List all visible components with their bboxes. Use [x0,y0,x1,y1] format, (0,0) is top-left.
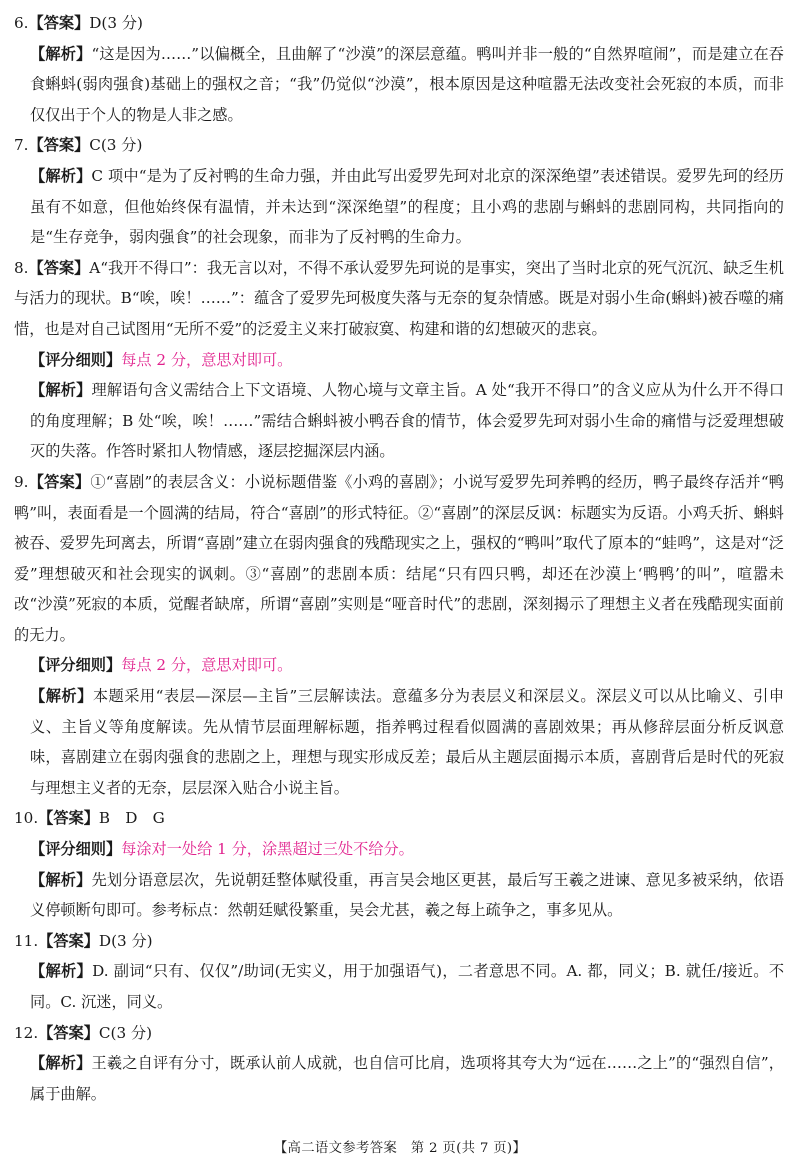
scoring-label: 【评分细则】 [30,656,122,675]
question-10 [14,803,784,925]
question-9 [14,467,784,804]
scoring-label: 【评分细则】 [30,840,122,859]
answer-label: 【答案】 [38,1023,99,1042]
page-footer: 【高二语文参考答案 第 2 页(共 7 页)】 [273,1141,527,1156]
scoring-text: 每涂对一处给 1 分，涂黑超过三处不给分。 [121,840,414,859]
answer-label: 【答案】 [28,258,90,277]
analysis-label: 【解析】 [30,166,92,185]
answer-text: ①“喜剧”的表层含义：小说标题借鉴《小鸡的喜剧》；小说写爱罗先珂养鸭的经历，鸭子最终存活并“鸭鸭”叫，表面看是一个圆满的结局，符合“喜剧”的形式特征。②“喜剧”的深层反讽：标题实为反语。小鸡夭折、蝌蚪被吞、爱罗先珂离去，所谓“喜剧”建立在弱肉强食的残酷现实之上，强权的“鸭叫”取代了原本的“蛙鸣”，这是对“泛爱”理想破灭和社会现实的讽刺。③“喜剧”的悲剧本质：结尾“只有四只鸭，却还在沙漠上‘鸭鸭’的叫”，喧嚣未改“沙漠”死寂的本质，觉醒者缺席，所谓“喜剧”实则是“哑音时代”的悲剧，深刻揭示了理想主义者在残酷现实面前的无力。 [14,472,784,644]
analysis-label: 【解析】 [30,381,92,400]
analysis-text: 理解语句含义需结合上下文语境、人物心境与文章主旨。A 处“我开不得口”的含义应从为什么开不得口的角度理解；B 处“唉，唉！……”需结合蝌蚪被小鸭吞食的情节，体会爱罗先珂对弱小生命的痛惜与泛爱理想破灭的失落。作答时紧扣人物情感，逐层挖掘深层内涵。 [30,381,785,461]
analysis-text: 先划分语意层次，先说朝廷整体赋役重，再言吴会地区更甚，最后写王羲之进谏、意见多被采纳，依语义停顿断句即可。参考标点：然朝廷赋役繁重，吴会尤甚，羲之每上疏争之，事多见从。 [30,870,785,920]
analysis-text: 本题采用“表层—深层—主旨”三层解读法。意蕴多分为表层义和深层义。深层义可以从比喻义、引申义、主旨义等角度解读。先从情节层面理解标题，指养鸭过程看似圆满的喜剧效果；再从修辞层面分析反讽意味，喜剧建立在弱肉强食的悲剧之上，理想与现实形成反差；最后从主题层面揭示本质，喜剧背后是时代的死寂与理想主义者的无奈，层层深入贴合小说主旨。 [30,687,785,797]
answer-text: C(3 分) [89,136,143,155]
question-6 [14,8,784,130]
answer-label: 【答案】 [28,136,90,155]
analysis-label: 【解析】 [30,44,92,63]
scoring-label: 【评分细则】 [30,350,122,369]
question-number: 8. [14,258,29,277]
answer-text: D(3 分) [98,931,153,950]
analysis-text: 王羲之自评有分寸，既承认前人成就，也自信可比肩，选项将其夸大为“远在……之上”的“强烈自信”，属于曲解。 [30,1054,784,1103]
question-number: 6. [14,14,29,32]
analysis-label: 【解析】 [30,687,93,706]
question-number: 9. [14,472,29,491]
scoring-text: 每点 2 分，意思对即可。 [121,350,293,369]
question-number: 12. [14,1023,39,1042]
answer-text: C(3 分) [98,1023,153,1042]
question-8 [14,253,784,467]
analysis-label: 【解析】 [30,870,92,889]
answer-text: B D G [98,809,165,828]
answer-label: 【答案】 [28,14,90,32]
answer-label: 【答案】 [38,809,99,828]
analysis-text: D. 副词“只有、仅仅”/助词(无实义，用于加强语气)，二者意思不同。A. 都，同义；B. 就任/接近。不同。C. 沉迷，同义。 [30,962,785,1011]
question-number: 10. [14,809,39,828]
analysis-text: “这是因为……”以偏概全，且曲解了“沙漠”的深层意蕴。鸭叫并非一般的“自然界喧闹”，而是建立在吞食蝌蚪(弱肉强食)基础上的强权之音；“我”仍觉似“沙漠”，根本原因是这种喧嚣无法改变社会死寂的本质，而非仅仅出于个人的物是人非之感。 [30,44,784,124]
question-7 [14,130,784,252]
answer-text: D(3 分) [89,14,143,32]
analysis-text: C 项中“是为了反衬鸭的生命力强，并由此写出爱罗先珂对北京的深深绝望”表述错误。爱罗先珂的经历虽有不如意，但他始终保有温情，并未达到“深深绝望”的程度；且小鸡的悲剧与蝌蚪的悲剧同构，共同指向的是“生存竞争，弱肉强食”的社会现象，而非为了反衬鸭的生命力。 [30,166,784,247]
analysis-label: 【解析】 [30,1054,92,1073]
answer-content [14,8,784,1109]
answer-label: 【答案】 [38,931,99,950]
question-number: 11. [14,931,39,950]
scoring-text: 每点 2 分，意思对即可。 [121,656,293,675]
answer-label: 【答案】 [28,472,91,491]
question-11 [14,926,784,1018]
analysis-label: 【解析】 [30,962,93,981]
question-12 [14,1018,784,1110]
answer-text: A“我开不得口”：我无言以对，不得不承认爱罗先珂说的是事实，突出了当时北京的死气沉沉、缺乏生机与活力的现状。B“唉，唉！……”：蕴含了爱罗先珂极度失落与无奈的复杂情感。既是对弱小生命(蝌蚪)被吞噬的痛惜，也是对自己试图用“无所不爱”的泛爱主义来打破寂寞、构建和谐的幻想破灭的悲哀。 [14,258,784,338]
question-number: 7. [14,136,29,155]
